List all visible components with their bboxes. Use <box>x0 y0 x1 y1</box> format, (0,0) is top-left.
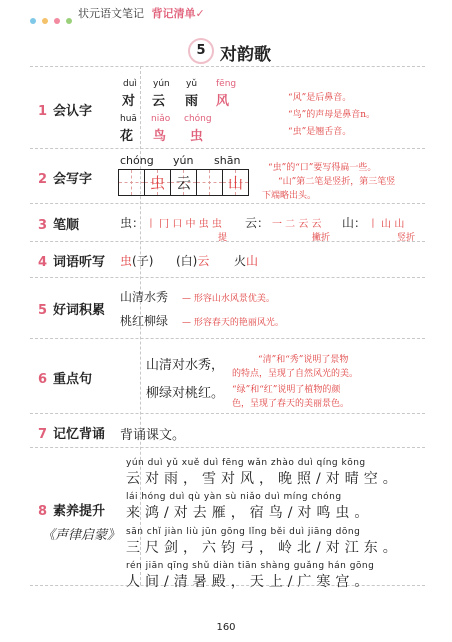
stroke-char: 山： <box>342 216 367 230</box>
stroke-mark: 撇折 <box>312 233 331 243</box>
pinyin: niǎo <box>151 114 171 124</box>
pinyin: yún <box>153 79 170 89</box>
highlight-char: 山 <box>246 254 259 268</box>
phrase: 山清水秀 <box>120 290 169 304</box>
section-label: 1 会认字 <box>38 104 93 119</box>
annotation: “绿”和“红”说明了植物的颜 <box>232 385 341 395</box>
section-label: 2 会写字 <box>38 172 93 187</box>
section-label: 3 笔顺 <box>38 218 80 233</box>
hanzi: 云 <box>152 94 166 109</box>
section-label: 7 记忆背诵 <box>38 427 106 442</box>
pinyin: chóng <box>120 154 154 167</box>
grid-char: 山 <box>227 174 243 192</box>
stroke-seq: 丨 冂 口 中 虫 虫 <box>146 219 222 230</box>
annotation: “清”和“秀”说明了景物 <box>258 355 349 365</box>
section-label: 4 词语听写 <box>38 255 106 270</box>
annotation: “风”是后鼻音。 <box>288 93 352 103</box>
section-label: 8 素养提升 <box>38 504 106 519</box>
annotation: “虫”的“口”要写得扁一些。 <box>268 163 377 173</box>
section-label: 6 重点句 <box>38 372 93 387</box>
poem-line: 云对雨，雪对风，晚照/对晴空。 <box>126 471 402 487</box>
stroke-mark: 竖折 <box>397 233 416 243</box>
grid-char: 虫 <box>149 174 165 192</box>
brand-name: 状元语文笔记 <box>78 7 144 20</box>
phrase-note: — 形容山水风景优美。 <box>182 294 275 304</box>
page-header <box>0 0 452 28</box>
annotation: 的特点，呈现了自然风光的美。 <box>232 369 359 379</box>
row-divider <box>30 277 425 278</box>
recite-text: 背诵课文。 <box>120 428 186 443</box>
pinyin: yún <box>173 154 194 167</box>
annotation: 色，呈现了春天的美丽景色。 <box>232 399 350 409</box>
writing-grid <box>170 169 197 196</box>
writing-grid <box>196 169 223 196</box>
phrase: 桃红柳绿 <box>120 314 169 328</box>
section-sub-label: 《声律启蒙》 <box>42 528 121 543</box>
brand-highlight: 背记清单 <box>151 7 196 20</box>
pinyin: huā <box>120 114 137 124</box>
row-divider <box>30 338 425 339</box>
pinyin: duì <box>123 79 137 89</box>
highlight-char: 虫 <box>120 254 133 268</box>
dictation-word: 火山 <box>234 254 259 268</box>
row-divider <box>30 413 425 414</box>
phrase-note: — 形容春天的艳丽风光。 <box>182 318 284 328</box>
hanzi: 虫 <box>190 129 204 144</box>
grid-char: 云 <box>175 174 191 192</box>
dot-icon <box>42 18 48 24</box>
row-divider <box>30 203 425 204</box>
highlight-char: 云 <box>197 254 210 268</box>
hanzi: 对 <box>122 94 136 109</box>
stroke-char: 云： <box>245 216 270 230</box>
lesson-number: 5 <box>188 38 214 64</box>
lesson-title: 对韵歌 <box>220 45 271 65</box>
check-icon: ✓ <box>195 7 205 20</box>
poem-line: 来鸿/对去雁，宿鸟/对鸣虫。 <box>126 505 374 521</box>
hanzi: 雨 <box>185 94 199 109</box>
section-label: 5 好词积累 <box>38 303 106 318</box>
sentence-line: 柳绿对桃红。 <box>146 386 225 401</box>
stroke-mark: 提 <box>218 233 228 243</box>
row-divider <box>30 241 425 242</box>
writing-grid <box>118 169 145 196</box>
sentence-line: 山清对水秀， <box>146 358 225 373</box>
poem-pinyin: yún duì yǔ xuě duì fēng wǎn zhào duì qíng kōng <box>126 458 366 468</box>
annotation: “山”第二笔是竖折，第三笔竖 <box>278 177 396 187</box>
stroke-seq: 丨 山 山 <box>368 219 405 230</box>
poem-line: 三尺剑，六钧弓，岭北/对江东。 <box>126 540 402 556</box>
dictation-word: 虫(子) <box>120 254 154 268</box>
annotation: “鸟”的声母是鼻音n。 <box>288 110 375 120</box>
poem-line: 人间/清暑殿，天上/广寒宫。 <box>126 574 374 590</box>
hanzi: 鸟 <box>153 129 167 144</box>
annotation: “虫”是翘舌音。 <box>288 127 352 137</box>
decor-dots <box>30 9 78 28</box>
page-number: 160 <box>216 622 236 633</box>
pinyin: shān <box>214 154 241 167</box>
dot-icon <box>30 18 36 24</box>
writing-grid <box>144 169 171 196</box>
dot-icon <box>66 18 72 24</box>
hanzi: 风 <box>216 94 230 109</box>
pinyin: chóng <box>184 114 212 124</box>
hanzi: 花 <box>120 129 134 144</box>
row-divider <box>30 66 425 67</box>
poem-pinyin: sān chǐ jiàn liù jūn gōng lǐng běi duì jiāng dōng <box>126 527 361 537</box>
writing-grid <box>222 169 249 196</box>
stroke-seq: 一 二 云 云 <box>272 219 322 230</box>
annotation: 下端略出头。 <box>262 191 317 201</box>
row-divider <box>30 148 425 149</box>
brand-title <box>78 5 205 21</box>
dot-icon <box>54 18 60 24</box>
pinyin: yǔ <box>186 79 198 89</box>
stroke-char: 虫： <box>120 216 145 230</box>
row-divider <box>30 447 425 448</box>
poem-pinyin: rén jiān qīng shǔ diàn tiān shàng guǎng hán gōng <box>126 561 375 571</box>
pinyin: fēng <box>216 79 237 89</box>
poem-pinyin: lái hóng duì qù yàn sù niǎo duì míng chóng <box>126 492 342 502</box>
dictation-word: (白)云 <box>176 254 210 268</box>
